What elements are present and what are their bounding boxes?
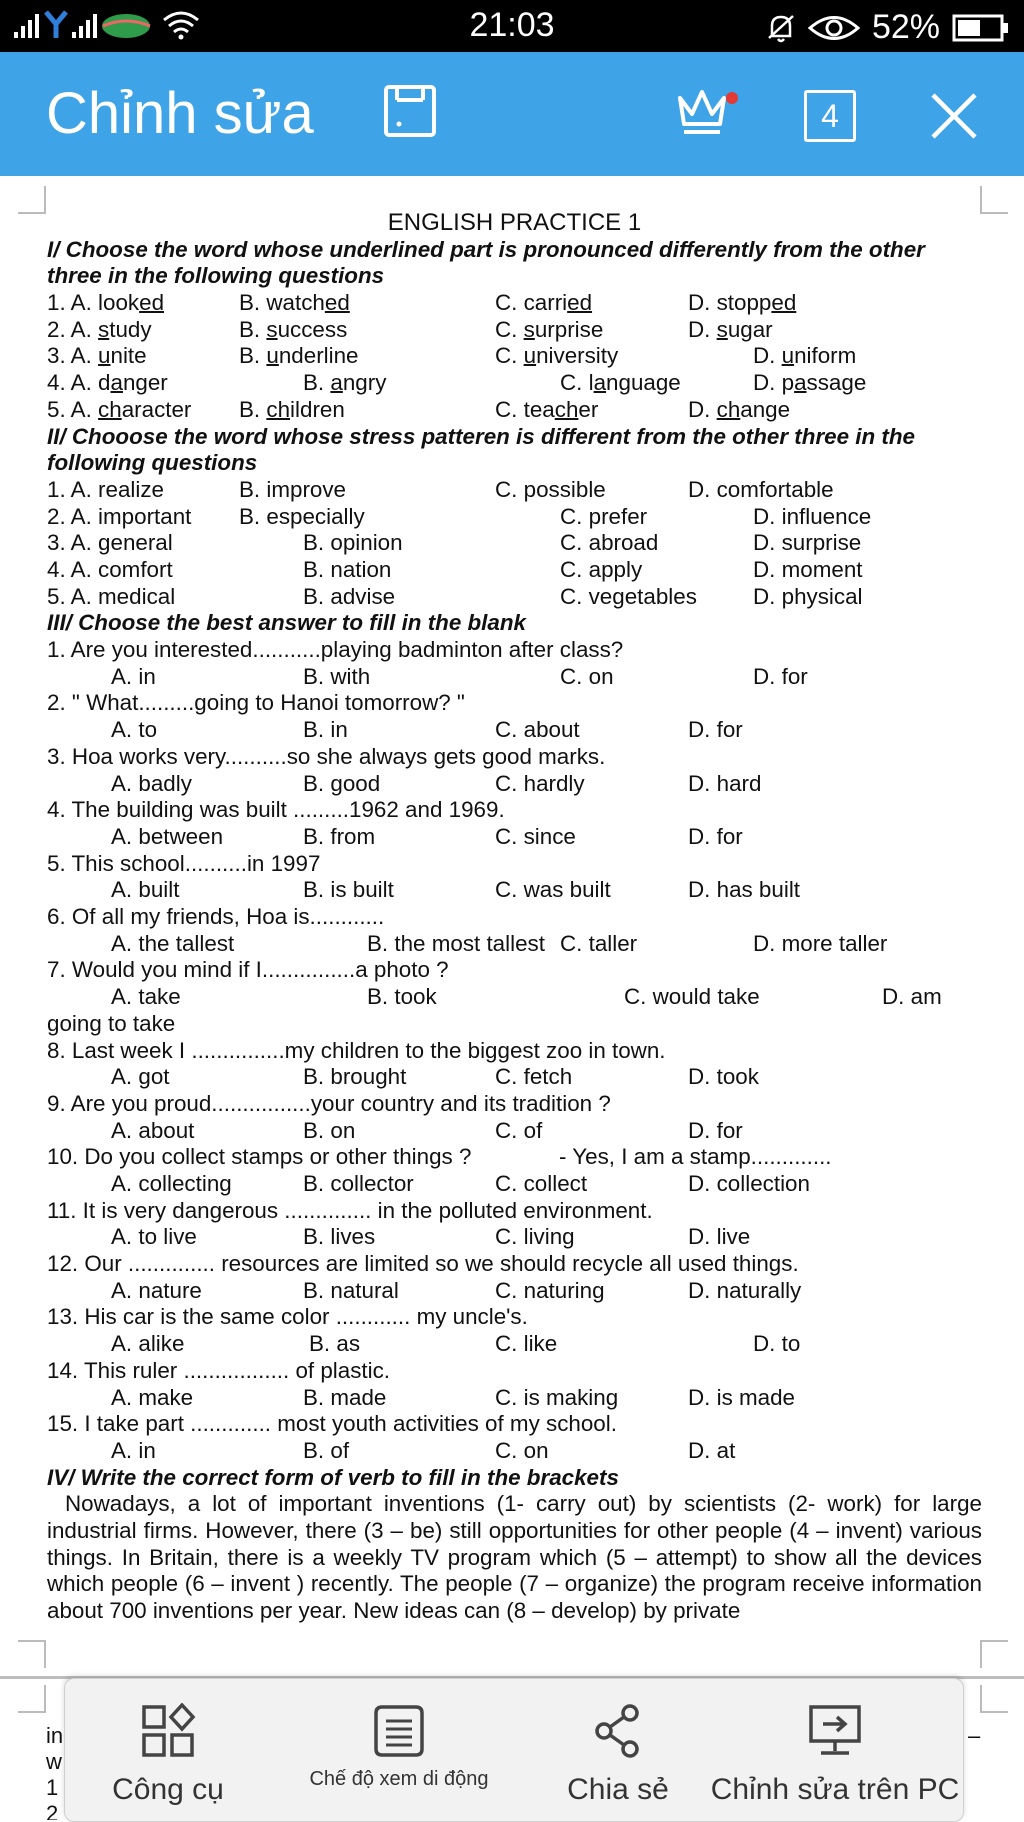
option-d: D. uniform <box>753 343 857 369</box>
option-d: D. took <box>688 1064 759 1090</box>
option-a: A. alike <box>111 1331 185 1357</box>
text-fragment: in <box>46 1723 64 1748</box>
option-c: C. on <box>560 663 614 689</box>
text-fragment: – <box>968 1723 981 1748</box>
option-b: B. made <box>303 1384 387 1410</box>
text-fragment: 1 <box>46 1775 59 1800</box>
section-heading: I/ Choose the word whose underlined part is pronounced differently from the other three in the following questions <box>47 236 925 289</box>
option-d: D. for <box>688 717 743 743</box>
option-c: C. carried <box>495 290 593 316</box>
bottom-toolbar <box>64 1678 964 1822</box>
answer-row <box>47 1385 982 1412</box>
question-text: 15. I take part ............. most youth activities of my school. <box>47 1411 617 1437</box>
option-b: B. collector <box>303 1171 414 1196</box>
status-bar <box>0 0 1024 52</box>
question-text: 4. The building was built .........1962 and 1969. <box>47 797 505 823</box>
option-a: A. about <box>111 1117 195 1143</box>
option-b: B. in <box>303 717 348 743</box>
question-text: 12. Our .............. resources are limited so we should recycle all used things. <box>47 1251 799 1277</box>
option-b: B. the most tallest <box>367 930 545 956</box>
option-a: A. badly <box>111 770 192 796</box>
question-row <box>47 317 982 344</box>
next-page-text <box>46 1723 63 1820</box>
option-b: B. especially <box>239 503 365 529</box>
mobile-view-label: Chế độ xem di động <box>309 1768 489 1790</box>
option-a: 4. A. danger <box>47 370 168 396</box>
option-c: C. teacher <box>495 396 599 422</box>
option-b: B. on <box>303 1117 356 1143</box>
option-d: D. hard <box>688 770 762 796</box>
option-a: A. collecting <box>111 1171 232 1196</box>
option-c: C. living <box>495 1224 575 1250</box>
answer-row <box>47 931 982 958</box>
question-text: 11. It is very dangerous .............. in the polluted environment. <box>47 1197 653 1223</box>
share-label: Chia sẻ <box>567 1773 669 1806</box>
save-button[interactable] <box>383 84 437 143</box>
option-b: B. underline <box>239 343 359 369</box>
save-icon <box>383 84 437 138</box>
option-a: 1. A. realize <box>47 476 164 502</box>
option-c: C. naturing <box>495 1277 605 1303</box>
answer-row <box>47 1118 982 1145</box>
option-a: A. make <box>111 1384 194 1410</box>
page-corner-mark <box>18 186 46 214</box>
option-d: D. for <box>688 823 743 849</box>
option-c: C. fetch <box>495 1064 573 1090</box>
option-d: D. passage <box>753 370 867 396</box>
option-c: C. about <box>495 717 580 743</box>
page-title: Chỉnh sửa <box>46 81 314 146</box>
question-text: 14. This ruler ................. of plastic. <box>47 1357 391 1383</box>
option-c: C. vegetables <box>560 583 697 609</box>
option-c: C. was built <box>495 877 611 903</box>
option-c: C. of <box>495 1117 543 1143</box>
premium-button[interactable] <box>674 84 740 145</box>
option-b: B. nation <box>303 557 392 583</box>
option-b: B. lives <box>303 1224 376 1250</box>
question-row <box>47 584 982 611</box>
answer-row <box>47 664 982 691</box>
page-corner-mark <box>980 186 1008 214</box>
question-text: 13. His car is the same color ............ my uncle's. <box>47 1304 528 1330</box>
option-b: B. improve <box>239 476 347 502</box>
pages-count: 4 <box>821 98 839 134</box>
option-c: C. taller <box>560 930 638 956</box>
answer-row <box>47 1224 982 1251</box>
option-a: A. between <box>111 823 224 849</box>
question-row <box>47 557 982 584</box>
battery-icon <box>952 13 1010 43</box>
document-content <box>47 210 982 1625</box>
option-a: 1. A. looked <box>47 290 165 316</box>
option-d: D. moment <box>753 557 863 583</box>
option-d: D. comfortable <box>688 476 834 502</box>
page-corner-mark <box>980 1685 1008 1713</box>
option-b: B. from <box>303 823 376 849</box>
tools-grid-icon <box>140 1703 196 1759</box>
page-corner-mark <box>18 1685 46 1713</box>
mute-bell-icon <box>766 12 796 44</box>
option-a: A. take <box>111 984 181 1010</box>
option-b: B. is built <box>303 877 394 903</box>
close-icon <box>930 92 978 140</box>
option-a: A. in <box>111 1437 156 1463</box>
mobile-view-button[interactable] <box>289 1679 509 1821</box>
option-c: C. prefer <box>560 503 648 529</box>
option-b: B. good <box>303 770 381 796</box>
option-d: D. change <box>688 396 791 422</box>
option-c: C. abroad <box>560 530 659 556</box>
option-c: C. collect <box>495 1171 588 1196</box>
option-d-continued: going to take <box>47 1010 176 1036</box>
option-d: D. at <box>688 1437 736 1463</box>
answer-row <box>47 1278 982 1305</box>
close-button[interactable] <box>930 92 978 145</box>
question-row <box>47 504 982 531</box>
text-fragment: w <box>46 1749 62 1774</box>
page-corner-mark <box>18 1640 46 1668</box>
option-d: D. to <box>753 1331 801 1357</box>
option-b: B. opinion <box>303 530 403 556</box>
option-c: C. on <box>495 1437 549 1463</box>
question-row <box>47 290 982 317</box>
document-title: ENGLISH PRACTICE 1 <box>387 209 642 236</box>
option-d: D. sugar <box>688 316 773 342</box>
option-b: B. angry <box>303 370 387 396</box>
answer-row <box>47 984 982 1011</box>
option-d: D. for <box>753 663 808 689</box>
answer-row <box>47 877 982 904</box>
answer-row <box>47 717 982 744</box>
option-c: C. would take <box>624 984 760 1010</box>
option-b: B. brought <box>303 1064 407 1090</box>
option-c: C. apply <box>560 557 643 583</box>
option-b: B. natural <box>303 1277 399 1303</box>
option-c: C. hardly <box>495 770 585 796</box>
question-text: 1. Are you interested...........playing badminton after class? <box>47 637 624 663</box>
option-d: D. influence <box>753 503 872 529</box>
answer-row <box>47 1331 982 1358</box>
question-row <box>47 370 982 397</box>
option-d: D. more taller <box>753 930 888 956</box>
option-a: A. got <box>111 1064 170 1090</box>
question-text: 6. Of all my friends, Hoa is............ <box>47 904 385 930</box>
question-text: 10. Do you collect stamps or other things ? <box>47 1144 472 1170</box>
option-b: B. watched <box>239 290 350 316</box>
question-text: 5. This school..........in 1997 <box>47 850 321 876</box>
pages-button[interactable] <box>804 90 856 142</box>
question-row <box>47 477 982 504</box>
eye-icon <box>808 13 860 43</box>
document-page[interactable] <box>0 176 1024 1676</box>
question-row <box>47 397 982 424</box>
share-button[interactable] <box>543 1679 693 1821</box>
answer-row <box>47 1064 982 1091</box>
edit-on-pc-label: Chỉnh sửa trên PC <box>710 1773 960 1806</box>
option-b: B. with <box>303 663 371 689</box>
option-a: 3. A. general <box>47 530 173 556</box>
tools-label: Công cụ <box>112 1773 224 1806</box>
option-d: D. surprise <box>753 530 862 556</box>
option-b: B. of <box>303 1437 350 1463</box>
option-d: D. live <box>688 1224 751 1250</box>
clock: 21:03 <box>469 6 555 44</box>
option-a: 5. A. medical <box>47 583 176 609</box>
mobile-view-icon <box>370 1703 428 1759</box>
option-d: D. for <box>688 1117 743 1143</box>
option-a: A. to <box>111 717 158 743</box>
option-c: C. university <box>495 343 619 369</box>
question-row <box>47 1144 982 1171</box>
question-row <box>47 343 982 370</box>
option-c: C. like <box>495 1331 558 1357</box>
question-text: 8. Last week I ...............my children to the biggest zoo in town. <box>47 1037 666 1063</box>
app-bar <box>0 52 1024 176</box>
edit-on-pc-button[interactable] <box>710 1679 960 1821</box>
answer-row <box>47 1171 982 1198</box>
share-icon <box>590 1703 646 1759</box>
option-d: D. physical <box>753 583 863 609</box>
option-d: D. stopped <box>688 290 797 316</box>
answer-row <box>47 771 982 798</box>
notification-dot <box>726 92 738 104</box>
question-text: 2. " What.........going to Hanoi tomorrow? " <box>47 690 465 716</box>
option-a: A. in <box>111 663 156 689</box>
page-corner-mark <box>980 1640 1008 1668</box>
question-text: 9. Are you proud................your country and its tradition ? <box>47 1090 611 1116</box>
tools-button[interactable] <box>83 1679 253 1821</box>
option-d: D. collection <box>688 1171 810 1196</box>
battery-percent: 52% <box>871 8 940 46</box>
option-c: C. possible <box>495 476 606 502</box>
option-a: A. built <box>111 877 180 903</box>
option-c: C. since <box>495 823 576 849</box>
section-heading: III/ Choose the best answer to fill in the blank <box>47 610 526 636</box>
desktop-edit-icon <box>805 1703 865 1759</box>
option-c: C. language <box>560 370 681 396</box>
section-heading: II/ Chooose the word whose stress patteren is different from the other three in the following questions <box>47 423 915 476</box>
option-b: B. advise <box>303 583 396 609</box>
option-b: B. took <box>367 984 437 1010</box>
crown-icon <box>674 84 740 140</box>
option-b: B. as <box>309 1331 361 1357</box>
option-b: B. success <box>239 316 348 342</box>
text-fragment: 2 <box>46 1801 59 1820</box>
answer-row <box>47 824 982 851</box>
option-a: 3. A. unite <box>47 343 147 369</box>
question-row <box>47 530 982 557</box>
option-c: C. is making <box>495 1384 619 1410</box>
exercise-paragraph: Nowadays, a lot of important inventions (1- carry out) by scientists (2- work) for large industrial firms. However, there (3 – be) still opportunities for other people (4 – invent) various things. In Britain, there is a weekly TV program which (5 – attempt) to show all the devices which people (6 – invent ) recently. The people (7 – organize) the program receive information about 700 inventions per year. New ideas can (8 – develop) by private <box>47 1491 982 1624</box>
option-d: D. am <box>882 984 942 1010</box>
question-text: 3. Hoa works very..........so she always gets good marks. <box>47 743 606 769</box>
answer-row <box>47 1438 982 1465</box>
option-d: D. is made <box>688 1384 796 1410</box>
option-b: B. children <box>239 396 345 422</box>
option-d: D. has built <box>688 877 801 903</box>
option-a: A. to live <box>111 1224 197 1250</box>
question-text: 7. Would you mind if I...............a photo ? <box>47 957 449 983</box>
option-a: A. the tallest <box>111 930 235 956</box>
question-text-reply: - Yes, I am a stamp............. <box>559 1144 832 1170</box>
option-a: 2. A. study <box>47 316 152 342</box>
option-a: 2. A. important <box>47 503 192 529</box>
option-a: 5. A. character <box>47 396 192 422</box>
option-a: A. nature <box>111 1277 202 1303</box>
option-a: 4. A. comfort <box>47 557 173 583</box>
option-c: C. surprise <box>495 316 604 342</box>
option-d: D. naturally <box>688 1277 802 1303</box>
section-heading: IV/ Write the correct form of verb to fill in the brackets <box>47 1464 619 1490</box>
